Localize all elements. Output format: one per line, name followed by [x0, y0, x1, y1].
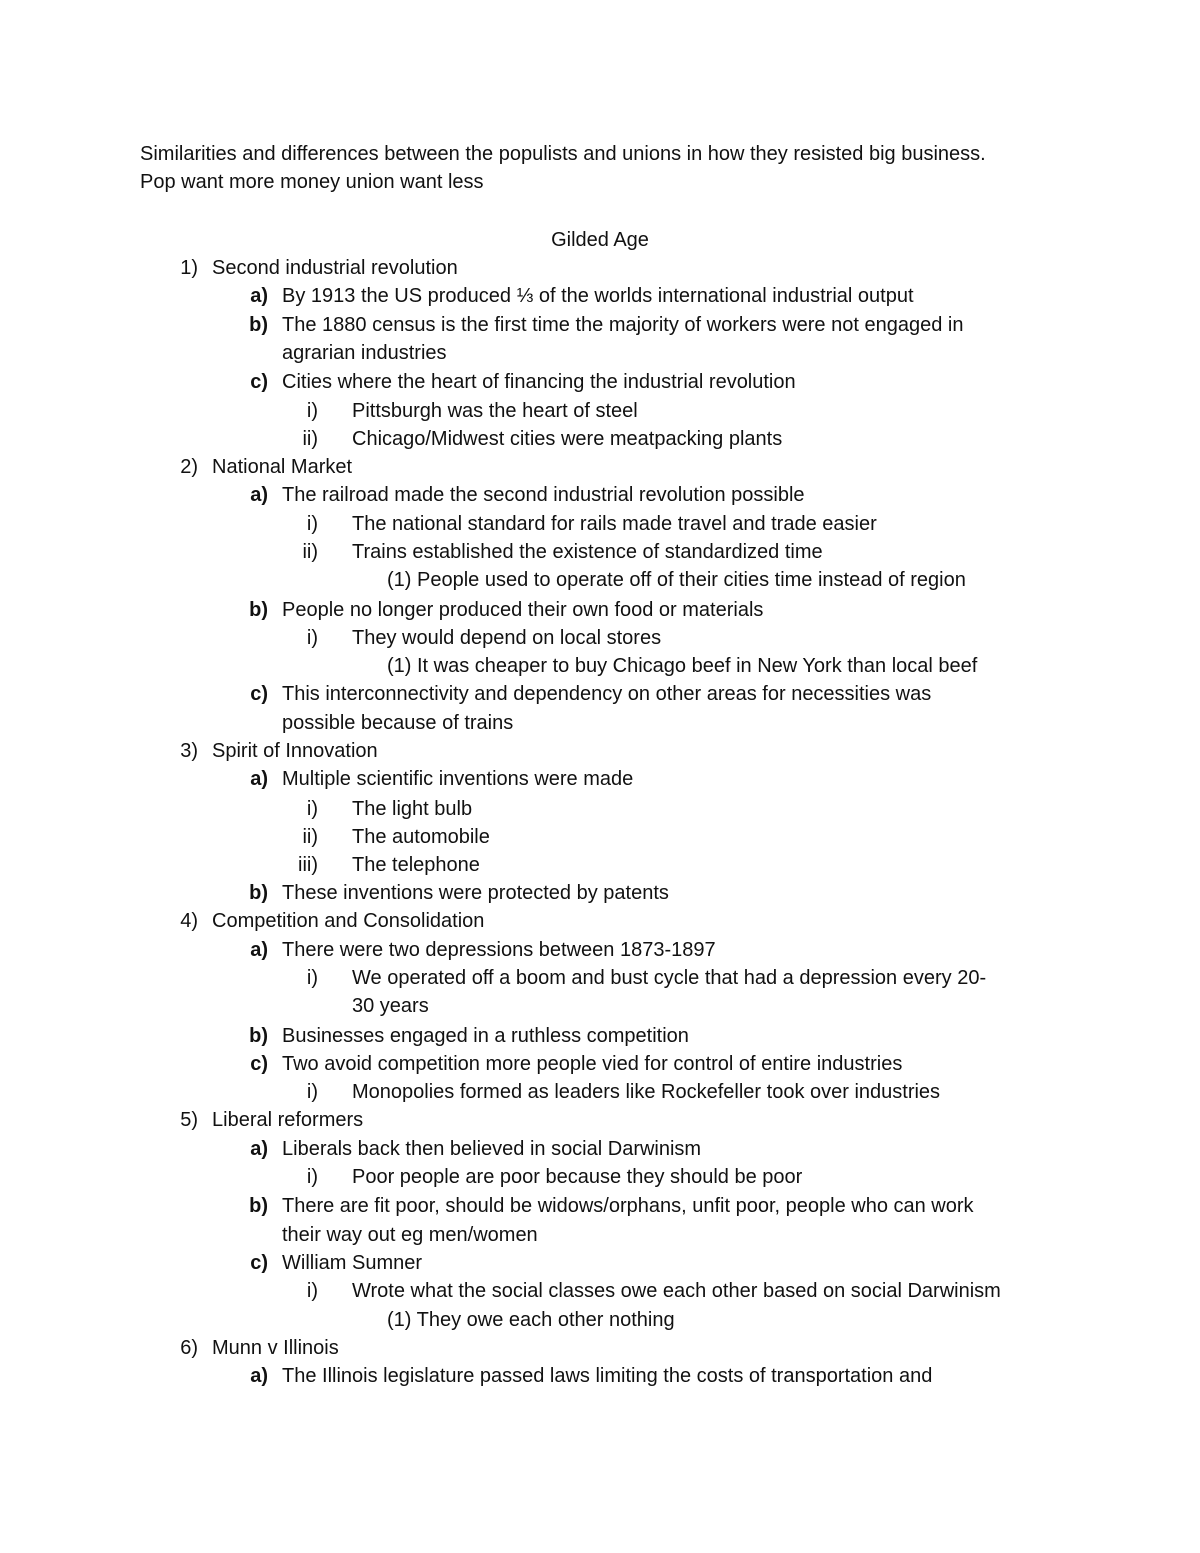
subitem-text: Chicago/Midwest cities were meatpacking plants: [352, 428, 783, 450]
subitem-text: We operated off a boom and bust cycle that had a depression every 20-: [352, 967, 987, 989]
item-text: William Sumner: [282, 1252, 423, 1274]
subitem-text: Trains established the existence of standardized time: [352, 541, 823, 563]
item-text: People no longer produced their own food or materials: [282, 599, 764, 621]
section-number: 1): [180, 257, 198, 279]
subitem-text: They would depend on local stores: [352, 627, 662, 649]
item-text: There are fit poor, should be widows/orphans, unfit poor, people who can work: [282, 1195, 974, 1217]
subitem-text: Wrote what the social classes owe each other based on social Darwinism: [352, 1280, 1001, 1302]
section-heading: Competition and Consolidation: [212, 910, 485, 932]
item-text: Multiple scientific inventions were made: [282, 768, 634, 790]
subitem-text: The light bulb: [352, 798, 473, 820]
subitem-marker: ii): [302, 428, 318, 450]
intro-line-1: Similarities and differences between the populists and unions in how they resisted big business.: [140, 143, 986, 165]
item-text: their way out eg men/women: [282, 1224, 538, 1246]
item-marker: b): [249, 599, 268, 621]
item-marker: a): [250, 939, 268, 961]
item-text: Businesses engaged in a ruthless competition: [282, 1025, 689, 1047]
item-text: possible because of trains: [282, 712, 514, 734]
item-text: Two avoid competition more people vied for control of entire industries: [282, 1053, 903, 1075]
item-marker: a): [250, 1365, 268, 1387]
item-text: These inventions were protected by patents: [282, 882, 669, 904]
page-title: Gilded Age: [551, 229, 649, 251]
item-marker: a): [250, 484, 268, 506]
section-number: 6): [180, 1337, 198, 1359]
item-text: Liberals back then believed in social Darwinism: [282, 1138, 702, 1160]
subitem-marker: i): [306, 513, 318, 535]
item-text: agrarian industries: [282, 342, 447, 364]
subitem-text: The automobile: [352, 826, 490, 848]
item-text: The 1880 census is the first time the majority of workers were not engaged in: [282, 314, 964, 336]
note-text: (1) It was cheaper to buy Chicago beef in New York than local beef: [387, 655, 978, 677]
section-heading: Spirit of Innovation: [212, 740, 378, 762]
section-number: 2): [180, 456, 198, 478]
intro-line-2: Pop want more money union want less: [140, 171, 484, 193]
subitem-text: The national standard for rails made travel and trade easier: [352, 513, 877, 535]
subitem-marker: i): [306, 967, 318, 989]
subitem-text: The telephone: [352, 854, 480, 876]
item-marker: a): [250, 768, 268, 790]
section-number: 4): [180, 910, 198, 932]
item-marker: c): [250, 1252, 268, 1274]
subitem-text: Poor people are poor because they should be poor: [352, 1166, 803, 1188]
item-text: Cities where the heart of financing the industrial revolution: [282, 371, 796, 393]
item-marker: b): [249, 314, 268, 336]
item-marker: c): [250, 1053, 268, 1075]
item-text: The railroad made the second industrial revolution possible: [282, 484, 805, 506]
item-text: By 1913 the US produced ⅓ of the worlds international industrial output: [282, 285, 914, 307]
item-text: The Illinois legislature passed laws limiting the costs of transportation and: [282, 1365, 933, 1387]
section-heading: Second industrial revolution: [212, 257, 458, 279]
item-marker: b): [249, 1195, 268, 1217]
item-marker: b): [249, 1025, 268, 1047]
note-text: (1) They owe each other nothing: [387, 1309, 675, 1331]
subitem-text: 30 years: [352, 995, 429, 1017]
section-heading: Munn v Illinois: [212, 1337, 339, 1359]
subitem-marker: i): [306, 1280, 318, 1302]
section-heading: Liberal reformers: [212, 1109, 364, 1131]
subitem-text: Pittsburgh was the heart of steel: [352, 400, 638, 422]
subitem-marker: i): [306, 1081, 318, 1103]
item-text: This interconnectivity and dependency on other areas for necessities was: [282, 683, 932, 705]
section-number: 5): [180, 1109, 198, 1131]
item-marker: a): [250, 285, 268, 307]
subitem-marker: iii): [298, 854, 318, 876]
section-heading: National Market: [212, 456, 353, 478]
item-marker: c): [250, 371, 268, 393]
subitem-text: Monopolies formed as leaders like Rockefeller took over industries: [352, 1081, 941, 1103]
subitem-marker: i): [306, 1166, 318, 1188]
note-text: (1) People used to operate off of their cities time instead of region: [387, 569, 966, 591]
item-marker: c): [250, 683, 268, 705]
item-marker: a): [250, 1138, 268, 1160]
subitem-marker: i): [306, 627, 318, 649]
subitem-marker: i): [306, 400, 318, 422]
subitem-marker: i): [306, 798, 318, 820]
subitem-marker: ii): [302, 541, 318, 563]
item-text: There were two depressions between 1873-1897: [282, 939, 716, 961]
section-number: 3): [180, 740, 198, 762]
subitem-marker: ii): [302, 826, 318, 848]
item-marker: b): [249, 882, 268, 904]
